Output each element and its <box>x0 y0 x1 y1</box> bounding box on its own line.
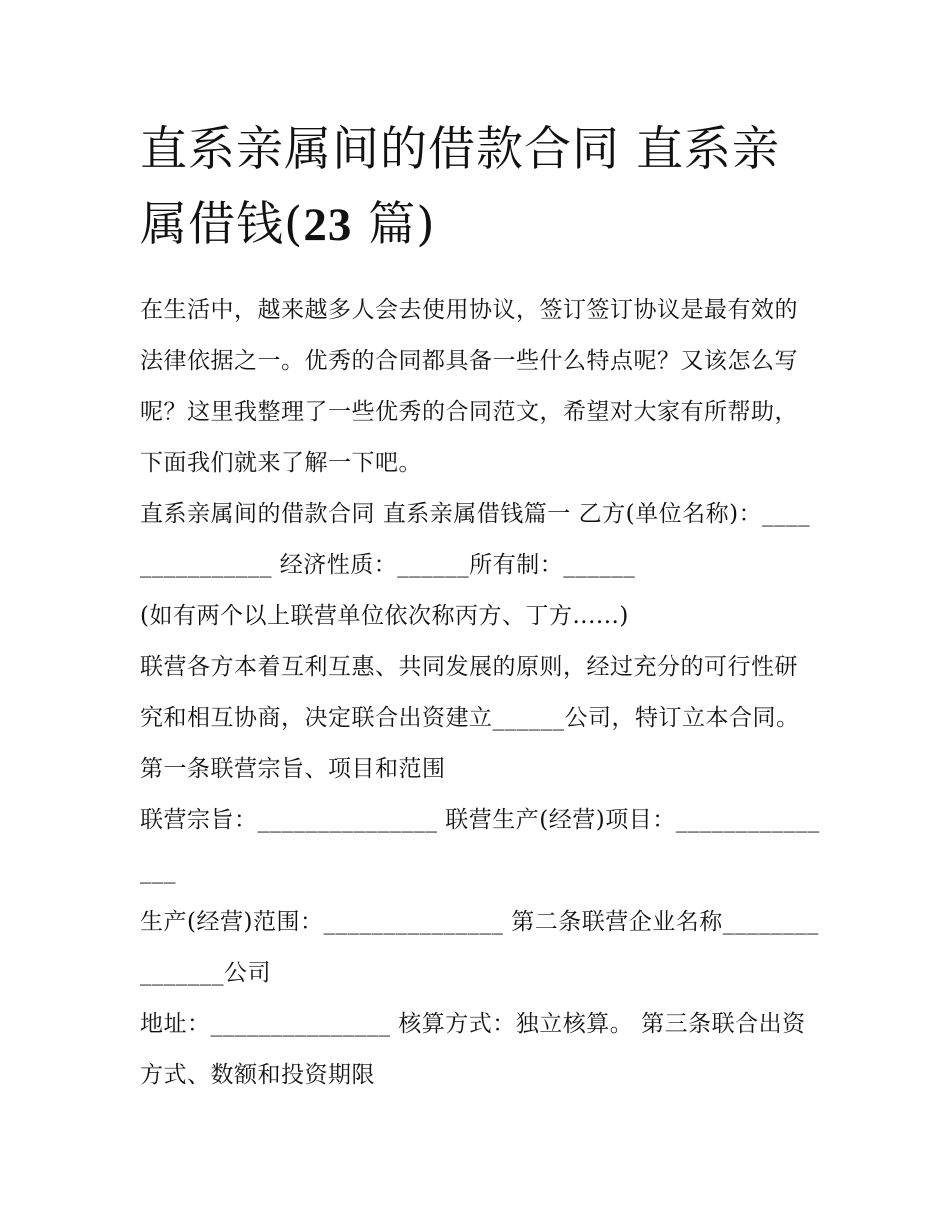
additional-parties-note: (如有两个以上联营单位依次称丙方、丁方......) <box>140 603 629 629</box>
scope-paragraph: 生产(经营)范围：_______________ 第二条联营企业名称_______________公司 <box>140 909 819 986</box>
intro-paragraph: 在生活中，越来越多人会去使用协议，签订签订协议是最有效的法律依据之一。优秀的合同都具备一些什么特点呢？又该怎么写呢？这里我整理了一些优秀的合同范文，希望对大家有所帮助，下面我们就来了解一下吧。 <box>140 297 798 476</box>
principle-paragraph: 联营各方本着互利互惠、共同发展的原则，经过充分的可行性研究和相互协商，决定联合出资建立______公司，特订立本合同。 第一条联营宗旨、项目和范围 <box>140 654 800 782</box>
title-text-part2: 篇) <box>352 197 436 252</box>
document-title <box>140 112 820 263</box>
title-count: 23 <box>303 199 353 251</box>
document-page <box>140 112 820 1101</box>
title-text-part1: 直系亲属间的借款合同 直系亲属借钱( <box>140 122 780 252</box>
address-paragraph: 地址：_______________ 核算方式：独立核算。 第三条联合出资方式、数额和投资期限 <box>140 1011 806 1088</box>
purpose-paragraph: 联营宗旨：_______________ 联营生产(经营)项目：_______________ <box>140 807 820 884</box>
contract-party-paragraph: 直系亲属间的借款合同 直系亲属借钱篇一 乙方(单位名称)：_______________ 经济性质：______所有制：______ <box>140 501 811 578</box>
